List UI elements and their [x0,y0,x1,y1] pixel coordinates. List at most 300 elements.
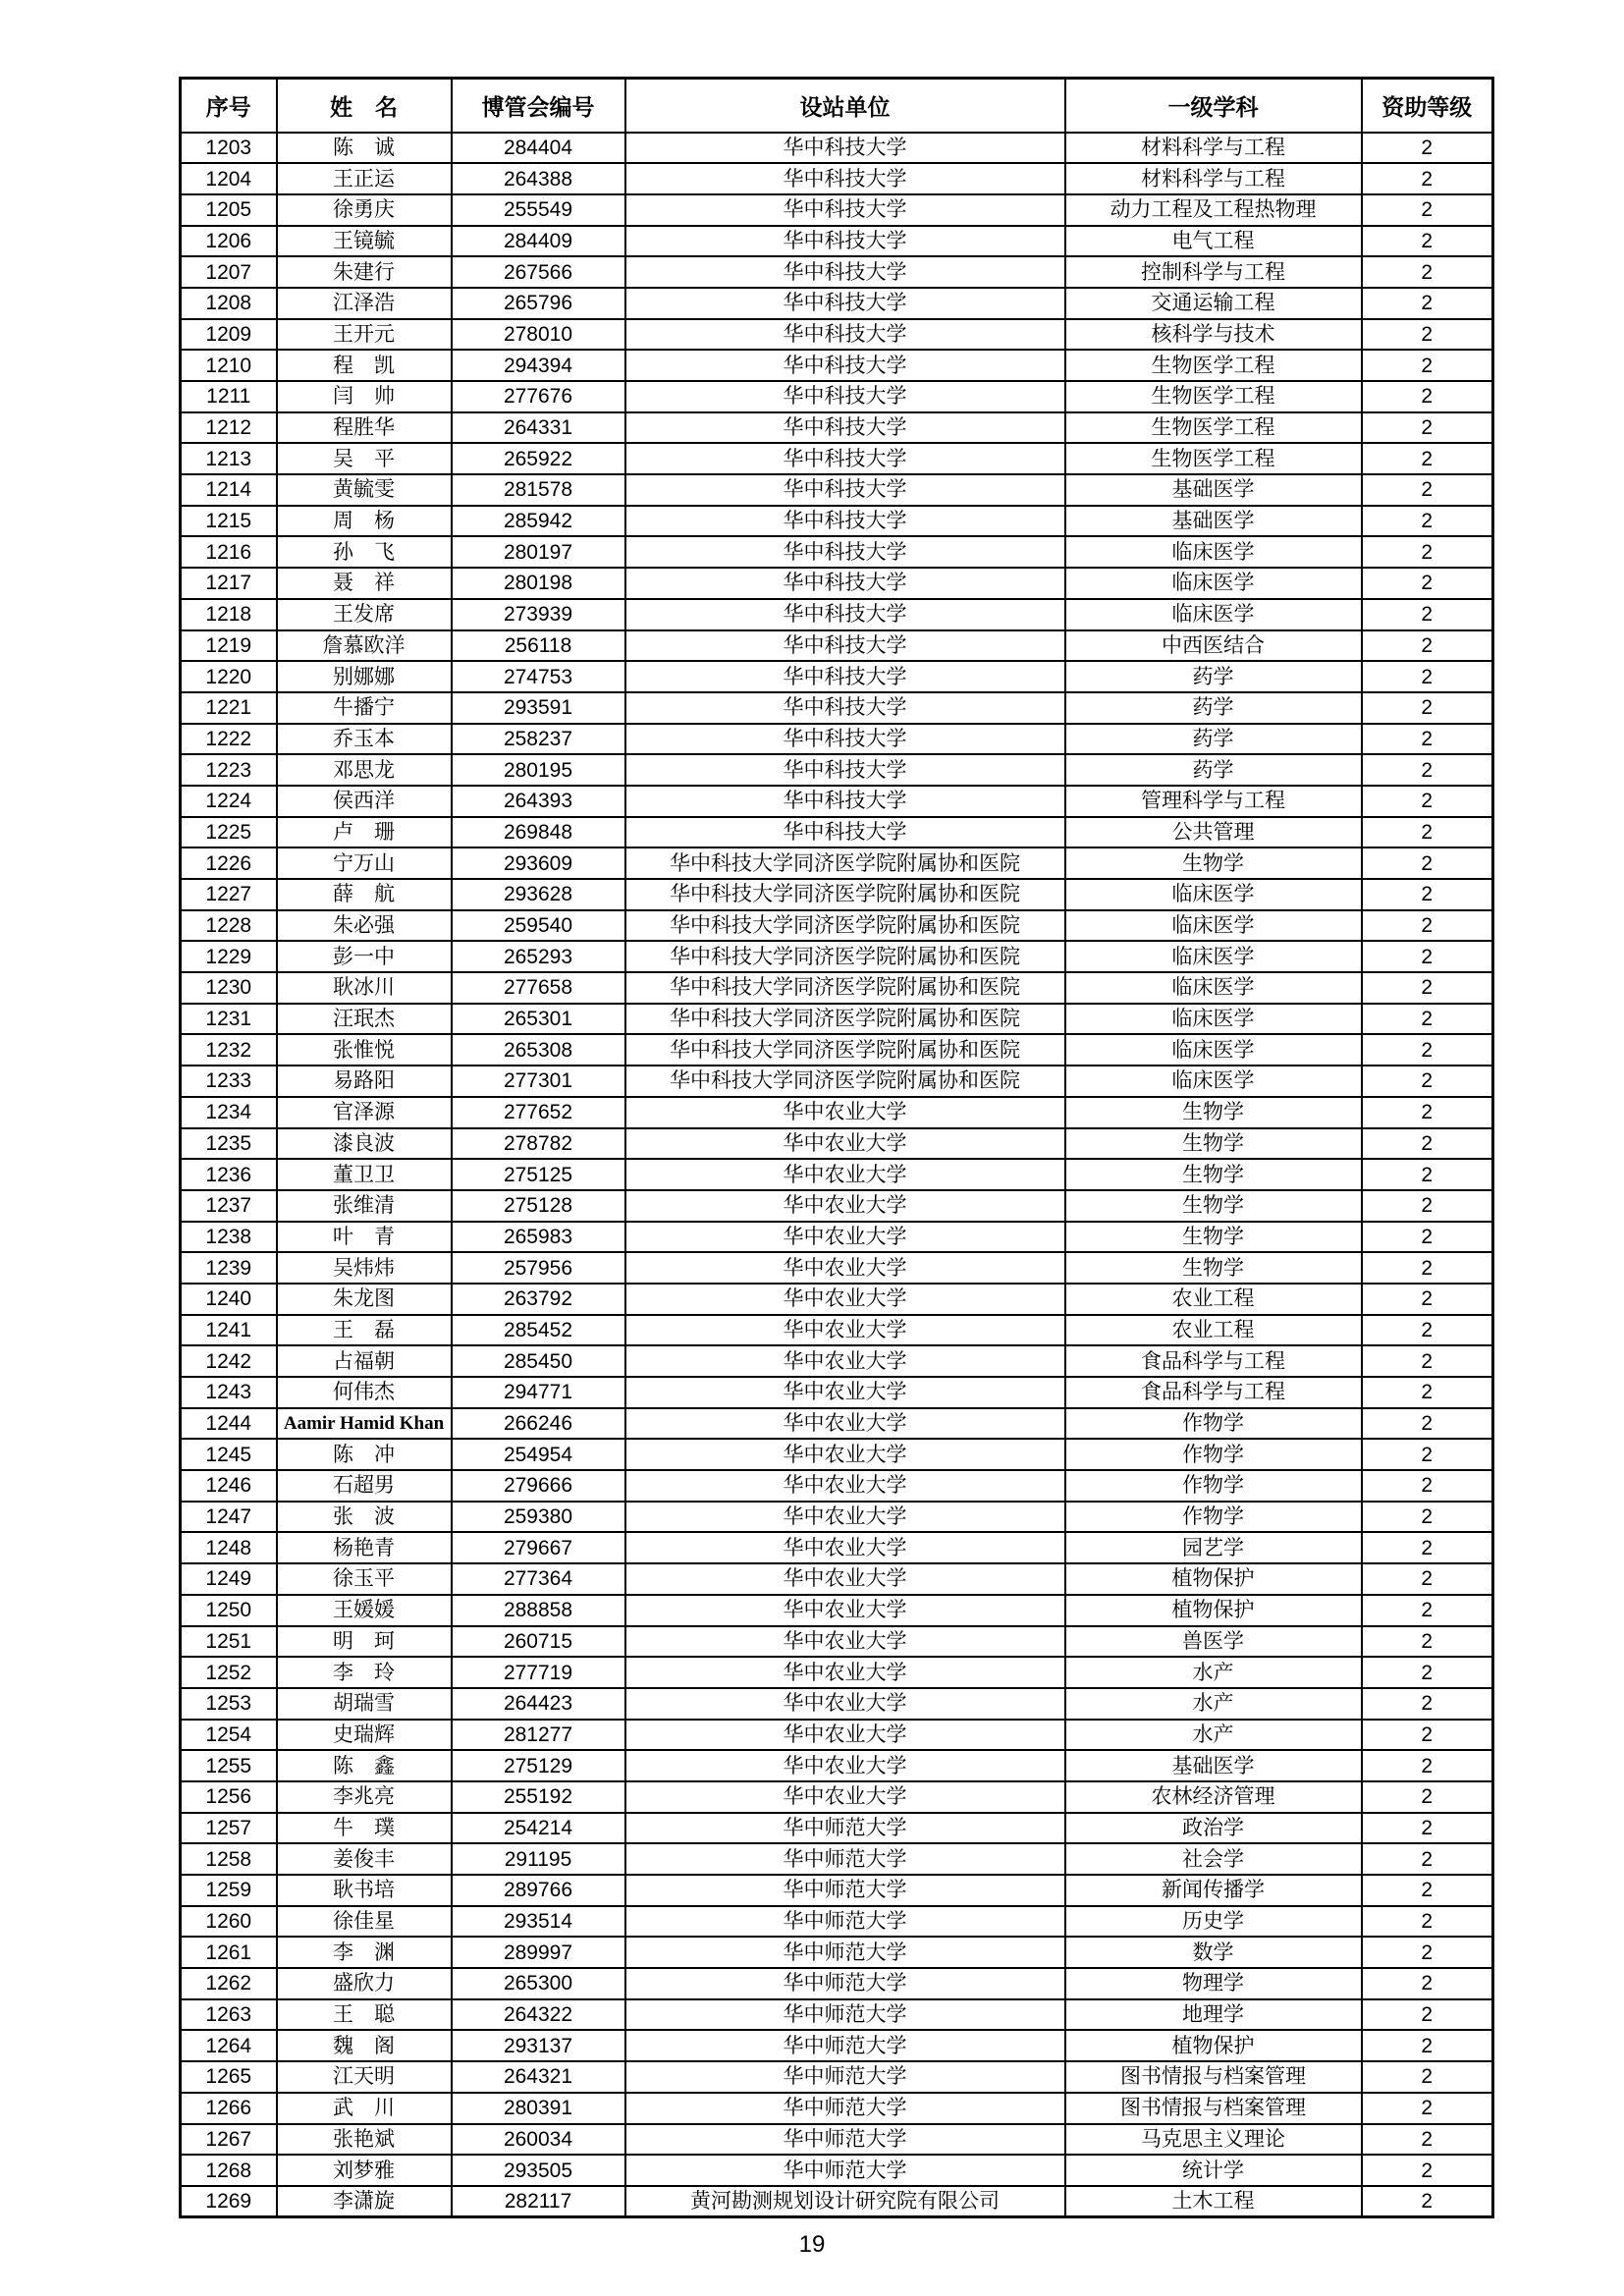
cell-grade: 2 [1362,1252,1493,1284]
cell-name: 侯西洋 [277,786,452,817]
cell-name: 王发席 [277,599,452,630]
cell-discipline: 临床医学 [1065,1066,1362,1097]
cell-committee-id: 275128 [452,1190,625,1222]
cell-committee-id: 265983 [452,1222,625,1253]
cell-grade: 2 [1362,2124,1493,2156]
cell-index: 1254 [181,1720,277,1751]
cell-index: 1264 [181,2030,277,2061]
cell-index: 1204 [181,163,277,194]
cell-grade: 2 [1362,568,1493,599]
cell-name: 盛欣力 [277,1968,452,1999]
table-row [181,474,1493,506]
cell-committee-id: 289766 [452,1875,625,1906]
cell-name: 王媛媛 [277,1595,452,1626]
cell-name: 魏 阁 [277,2030,452,2061]
cell-committee-id: 277301 [452,1066,625,1097]
cell-committee-id: 265796 [452,288,625,319]
cell-institution: 华中科技大学 [625,724,1065,755]
cell-name: 明 珂 [277,1626,452,1658]
cell-index: 1220 [181,661,277,692]
cell-discipline: 基础医学 [1065,1750,1362,1781]
table-row [181,1004,1493,1035]
cell-committee-id: 277364 [452,1563,625,1595]
cell-committee-id: 277658 [452,972,625,1004]
cell-discipline: 农林经济管理 [1065,1781,1362,1813]
cell-index: 1241 [181,1315,277,1346]
cell-index: 1238 [181,1222,277,1253]
cell-institution: 华中师范大学 [625,2030,1065,2061]
table-row [181,661,1493,692]
table-row [181,1034,1493,1066]
cell-index: 1255 [181,1750,277,1781]
cell-discipline: 基础医学 [1065,506,1362,537]
cell-grade: 2 [1362,1470,1493,1502]
cell-institution: 华中师范大学 [625,2155,1065,2186]
cell-index: 1230 [181,972,277,1004]
cell-grade: 2 [1362,817,1493,848]
cell-committee-id: 280198 [452,568,625,599]
table-row [181,1128,1493,1160]
cell-grade: 2 [1362,1813,1493,1844]
cell-index: 1246 [181,1470,277,1502]
cell-discipline: 数学 [1065,1937,1362,1968]
cell-institution: 华中农业大学 [625,1626,1065,1658]
cell-discipline: 社会学 [1065,1843,1362,1875]
header-institution: 设站单位 [625,79,1065,133]
cell-institution: 华中师范大学 [625,1906,1065,1938]
cell-name: 彭一中 [277,941,452,972]
header-grade: 资助等级 [1362,79,1493,133]
cell-institution: 华中科技大学同济医学院附属协和医院 [625,879,1065,910]
cell-index: 1248 [181,1532,277,1563]
cell-committee-id: 264423 [452,1688,625,1720]
cell-grade: 2 [1362,1315,1493,1346]
cell-name: 朱龙图 [277,1284,452,1315]
cell-grade: 2 [1362,2061,1493,2093]
cell-index: 1229 [181,941,277,972]
cell-discipline: 图书情报与档案管理 [1065,2061,1362,2093]
table-row [181,1190,1493,1222]
table-row [181,536,1493,568]
table-row [181,568,1493,599]
table-row [181,319,1493,351]
cell-committee-id: 285942 [452,506,625,537]
table-row [181,847,1493,879]
table-row [181,692,1493,724]
cell-index: 1250 [181,1595,277,1626]
table-row [181,2186,1493,2217]
cell-grade: 2 [1362,1284,1493,1315]
cell-name: 朱建行 [277,256,452,288]
table-row [181,412,1493,444]
table-row [181,1843,1493,1875]
cell-grade: 2 [1362,1688,1493,1720]
cell-institution: 华中科技大学 [625,350,1065,381]
cell-institution: 华中农业大学 [625,1750,1065,1781]
cell-institution: 华中农业大学 [625,1284,1065,1315]
cell-name: 徐佳星 [277,1906,452,1938]
cell-grade: 2 [1362,1128,1493,1160]
cell-name: 张维清 [277,1190,452,1222]
table-row [181,1657,1493,1688]
cell-index: 1217 [181,568,277,599]
cell-grade: 2 [1362,319,1493,351]
cell-discipline: 生物学 [1065,1252,1362,1284]
cell-discipline: 生物学 [1065,1097,1362,1128]
cell-committee-id: 284404 [452,133,625,164]
cell-index: 1224 [181,786,277,817]
cell-committee-id: 254954 [452,1439,625,1470]
cell-discipline: 生物学 [1065,847,1362,879]
cell-name: 孙 飞 [277,536,452,568]
cell-institution: 华中科技大学同济医学院附属协和医院 [625,1066,1065,1097]
cell-grade: 2 [1362,1595,1493,1626]
cell-institution: 华中科技大学 [625,319,1065,351]
cell-discipline: 生物医学工程 [1065,381,1362,412]
cell-index: 1244 [181,1408,277,1440]
cell-grade: 2 [1362,1066,1493,1097]
cell-committee-id: 265922 [452,443,625,474]
cell-committee-id: 265301 [452,1004,625,1035]
cell-discipline: 基础医学 [1065,474,1362,506]
cell-committee-id: 254214 [452,1813,625,1844]
table-row [181,2124,1493,2156]
cell-institution: 华中农业大学 [625,1097,1065,1128]
cell-index: 1234 [181,1097,277,1128]
cell-grade: 2 [1362,1159,1493,1190]
cell-committee-id: 266246 [452,1408,625,1440]
cell-discipline: 临床医学 [1065,568,1362,599]
cell-index: 1208 [181,288,277,319]
cell-institution: 华中农业大学 [625,1502,1065,1533]
table-row [181,443,1493,474]
cell-name: 漆良波 [277,1128,452,1160]
cell-grade: 2 [1362,910,1493,942]
cell-grade: 2 [1362,1377,1493,1408]
header-discipline: 一级学科 [1065,79,1362,133]
cell-grade: 2 [1362,724,1493,755]
table-row [181,599,1493,630]
cell-institution: 华中科技大学 [625,506,1065,537]
cell-discipline: 材料科学与工程 [1065,163,1362,194]
table-row [181,2030,1493,2061]
cell-grade: 2 [1362,879,1493,910]
cell-index: 1245 [181,1439,277,1470]
cell-institution: 华中科技大学同济医学院附属协和医院 [625,972,1065,1004]
cell-index: 1269 [181,2186,277,2217]
cell-index: 1222 [181,724,277,755]
cell-grade: 2 [1362,2186,1493,2217]
cell-name: 张惟悦 [277,1034,452,1066]
cell-name: 叶 青 [277,1222,452,1253]
cell-grade: 2 [1362,506,1493,537]
cell-institution: 华中农业大学 [625,1781,1065,1813]
cell-committee-id: 284409 [452,226,625,257]
cell-index: 1261 [181,1937,277,1968]
cell-discipline: 生物学 [1065,1222,1362,1253]
cell-committee-id: 259540 [452,910,625,942]
cell-institution: 华中科技大学同济医学院附属协和医院 [625,910,1065,942]
table-row [181,256,1493,288]
cell-committee-id: 264321 [452,2061,625,2093]
cell-committee-id: 265308 [452,1034,625,1066]
cell-grade: 2 [1362,2093,1493,2124]
cell-committee-id: 285452 [452,1315,625,1346]
cell-institution: 华中科技大学 [625,568,1065,599]
table-row [181,506,1493,537]
cell-discipline: 统计学 [1065,2155,1362,2186]
cell-discipline: 生物医学工程 [1065,443,1362,474]
header-name: 姓 名 [277,79,452,133]
cell-index: 1266 [181,2093,277,2124]
cell-discipline: 材料科学与工程 [1065,133,1362,164]
cell-grade: 2 [1362,1532,1493,1563]
table-row [181,1470,1493,1502]
cell-discipline: 作物学 [1065,1502,1362,1533]
cell-index: 1213 [181,443,277,474]
cell-grade: 2 [1362,133,1493,164]
cell-index: 1218 [181,599,277,630]
cell-discipline: 兽医学 [1065,1626,1362,1658]
cell-institution: 华中科技大学 [625,256,1065,288]
cell-name: 周 杨 [277,506,452,537]
cell-committee-id: 260715 [452,1626,625,1658]
cell-committee-id: 294394 [452,350,625,381]
cell-discipline: 图书情报与档案管理 [1065,2093,1362,2124]
cell-index: 1219 [181,630,277,662]
cell-name: 占福朝 [277,1345,452,1377]
cell-grade: 2 [1362,661,1493,692]
cell-institution: 华中科技大学 [625,412,1065,444]
cell-institution: 华中科技大学 [625,630,1065,662]
cell-committee-id: 264388 [452,163,625,194]
table-row [181,1781,1493,1813]
cell-committee-id: 275125 [452,1159,625,1190]
cell-committee-id: 277719 [452,1657,625,1688]
cell-discipline: 生物医学工程 [1065,412,1362,444]
page-number: 19 [798,2231,826,2258]
cell-grade: 2 [1362,474,1493,506]
cell-institution: 华中农业大学 [625,1252,1065,1284]
cell-name: 江泽浩 [277,288,452,319]
cell-index: 1223 [181,754,277,786]
table-row [181,1906,1493,1938]
table-row [181,941,1493,972]
cell-name: 胡瑞雪 [277,1688,452,1720]
cell-grade: 2 [1362,599,1493,630]
cell-name: 聂 祥 [277,568,452,599]
cell-index: 1226 [181,847,277,879]
table-row [181,630,1493,662]
cell-grade: 2 [1362,1657,1493,1688]
cell-institution: 华中科技大学同济医学院附属协和医院 [625,1004,1065,1035]
cell-discipline: 地理学 [1065,1999,1362,2031]
cell-discipline: 临床医学 [1065,1034,1362,1066]
table-row [181,1439,1493,1470]
cell-grade: 2 [1362,381,1493,412]
cell-name: 李兆亮 [277,1781,452,1813]
cell-discipline: 土木工程 [1065,2186,1362,2217]
cell-institution: 华中科技大学 [625,288,1065,319]
cell-institution: 华中科技大学同济医学院附属协和医院 [625,847,1065,879]
table-row [181,2061,1493,2093]
cell-name: 耿书培 [277,1875,452,1906]
cell-name: 陈 诚 [277,133,452,164]
cell-discipline: 生物学 [1065,1128,1362,1160]
cell-committee-id: 277676 [452,381,625,412]
cell-institution: 华中科技大学 [625,536,1065,568]
cell-grade: 2 [1362,194,1493,226]
table-row [181,226,1493,257]
table-row [181,133,1493,164]
cell-index: 1215 [181,506,277,537]
cell-name: 牛播宁 [277,692,452,724]
cell-index: 1236 [181,1159,277,1190]
cell-institution: 华中师范大学 [625,2061,1065,2093]
cell-index: 1242 [181,1345,277,1377]
cell-discipline: 食品科学与工程 [1065,1345,1362,1377]
table-row [181,1345,1493,1377]
cell-institution: 华中科技大学 [625,786,1065,817]
cell-index: 1233 [181,1066,277,1097]
table-body [181,133,1493,2217]
cell-name: 乔玉本 [277,724,452,755]
cell-name: 杨艳青 [277,1532,452,1563]
table-row [181,1595,1493,1626]
table-row [181,1937,1493,1968]
cell-discipline: 生物医学工程 [1065,350,1362,381]
cell-institution: 华中科技大学 [625,474,1065,506]
cell-committee-id: 289997 [452,1937,625,1968]
cell-committee-id: 278782 [452,1128,625,1160]
table-row [181,1688,1493,1720]
cell-grade: 2 [1362,1843,1493,1875]
cell-index: 1265 [181,2061,277,2093]
cell-committee-id: 265300 [452,1968,625,1999]
cell-discipline: 电气工程 [1065,226,1362,257]
cell-name: 李 玲 [277,1657,452,1688]
cell-committee-id: 291195 [452,1843,625,1875]
cell-institution: 华中师范大学 [625,1937,1065,1968]
cell-name: 朱必强 [277,910,452,942]
table-header-row [181,79,1493,133]
table-row [181,724,1493,755]
cell-discipline: 食品科学与工程 [1065,1377,1362,1408]
cell-index: 1205 [181,194,277,226]
cell-index: 1258 [181,1843,277,1875]
cell-committee-id: 259380 [452,1502,625,1533]
cell-grade: 2 [1362,1875,1493,1906]
cell-name: 黄毓雯 [277,474,452,506]
cell-institution: 华中科技大学 [625,661,1065,692]
cell-discipline: 临床医学 [1065,599,1362,630]
cell-name: 汪珉杰 [277,1004,452,1035]
cell-institution: 黄河勘测规划设计研究院有限公司 [625,2186,1065,2217]
cell-discipline: 临床医学 [1065,972,1362,1004]
cell-name: 李潇旋 [277,2186,452,2217]
cell-index: 1253 [181,1688,277,1720]
cell-grade: 2 [1362,941,1493,972]
cell-name: 陈 冲 [277,1439,452,1470]
cell-institution: 华中科技大学 [625,692,1065,724]
cell-committee-id: 285450 [452,1345,625,1377]
cell-grade: 2 [1362,1190,1493,1222]
cell-grade: 2 [1362,1097,1493,1128]
cell-institution: 华中师范大学 [625,2124,1065,2156]
cell-index: 1247 [181,1502,277,1533]
cell-index: 1232 [181,1034,277,1066]
cell-committee-id: 256118 [452,630,625,662]
cell-grade: 2 [1362,163,1493,194]
table-row [181,1159,1493,1190]
cell-discipline: 水产 [1065,1657,1362,1688]
cell-name: 邓思龙 [277,754,452,786]
cell-name: 程 凯 [277,350,452,381]
cell-discipline: 核科学与技术 [1065,319,1362,351]
cell-name: 宁万山 [277,847,452,879]
cell-index: 1260 [181,1906,277,1938]
cell-discipline: 公共管理 [1065,817,1362,848]
cell-committee-id: 258237 [452,724,625,755]
cell-name: 史瑞辉 [277,1720,452,1751]
cell-index: 1210 [181,350,277,381]
cell-name: 官泽源 [277,1097,452,1128]
cell-discipline: 动力工程及工程热物理 [1065,194,1362,226]
table-row [181,1626,1493,1658]
cell-institution: 华中农业大学 [625,1563,1065,1595]
cell-institution: 华中农业大学 [625,1720,1065,1751]
cell-grade: 2 [1362,536,1493,568]
cell-discipline: 临床医学 [1065,536,1362,568]
cell-grade: 2 [1362,1937,1493,1968]
cell-name: 吴 平 [277,443,452,474]
cell-index: 1237 [181,1190,277,1222]
cell-committee-id: 288858 [452,1595,625,1626]
cell-index: 1235 [181,1128,277,1160]
table-row [181,1408,1493,1440]
cell-committee-id: 280391 [452,2093,625,2124]
cell-name: 詹慕欧洋 [277,630,452,662]
cell-name: 王 磊 [277,1315,452,1346]
cell-index: 1225 [181,817,277,848]
cell-name: 陈 鑫 [277,1750,452,1781]
cell-name: 牛 璞 [277,1813,452,1844]
table-row [181,1968,1493,1999]
cell-committee-id: 282117 [452,2186,625,2217]
cell-committee-id: 255192 [452,1781,625,1813]
table-row [181,381,1493,412]
cell-institution: 华中农业大学 [625,1128,1065,1160]
cell-committee-id: 294771 [452,1377,625,1408]
table-row [181,754,1493,786]
cell-institution: 华中科技大学 [625,133,1065,164]
cell-grade: 2 [1362,226,1493,257]
cell-discipline: 临床医学 [1065,1004,1362,1035]
table-row [181,910,1493,942]
table-row [181,1813,1493,1844]
cell-discipline: 药学 [1065,754,1362,786]
table-row [181,1097,1493,1128]
cell-institution: 华中科技大学 [625,754,1065,786]
cell-index: 1206 [181,226,277,257]
table-row [181,879,1493,910]
cell-discipline: 生物学 [1065,1159,1362,1190]
table-row [181,350,1493,381]
cell-name: 易路阳 [277,1066,452,1097]
table-row [181,1502,1493,1533]
cell-institution: 华中师范大学 [625,1999,1065,2031]
cell-committee-id: 273939 [452,599,625,630]
